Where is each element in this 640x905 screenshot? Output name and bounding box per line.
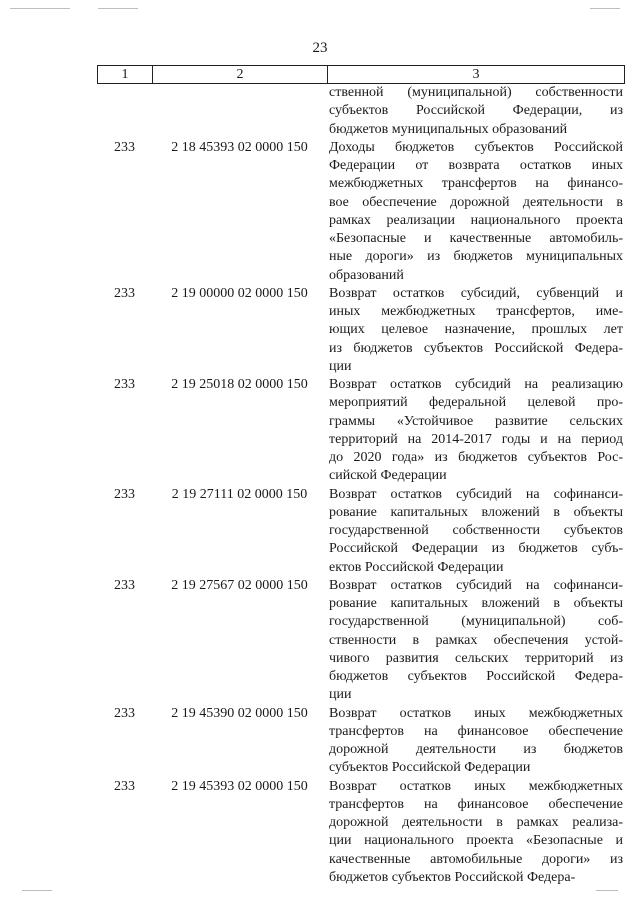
description-line: государственной собственности субъектов [329, 523, 623, 538]
description-cell [327, 705, 625, 778]
description-line: «Безопасные и качественные автомобиль- [329, 231, 623, 246]
admin-code-cell: 233 [114, 486, 135, 502]
description-line: мероприятий федеральной целевой про- [329, 395, 623, 411]
admin-code-cell: 233 [114, 778, 135, 794]
description-cell [327, 376, 625, 486]
table-row [97, 84, 625, 139]
budget-code-cell: 2 18 45393 02 0000 150 [171, 139, 308, 155]
description-line: дорожной деятельности из бюджетов [329, 742, 623, 757]
description-line: бюджетов муниципальных образований [329, 121, 568, 137]
budget-code-cell: 2 19 25018 02 0000 150 [171, 377, 308, 392]
description-line: ции [329, 687, 352, 703]
table-body [97, 84, 625, 887]
admin-code-cell: 233 [114, 377, 135, 392]
description-line: дорожной деятельности в рамках реализа- [329, 815, 623, 830]
scan-mark-bottom-left [22, 890, 52, 891]
admin-code-cell [97, 84, 152, 139]
description-line: Возврат остатков иных межбюджетных [329, 705, 623, 721]
description-line: Федерации от возврата остатков иных [329, 158, 623, 173]
description-line: сийской Федерации [329, 468, 447, 484]
description-line: ющих целевое назначение, прошлых лет [329, 322, 623, 338]
budget-code-cell: 2 19 27567 02 0000 150 [171, 577, 308, 593]
table-row [97, 376, 625, 486]
description-line: ции национального проекта «Безопасные и [329, 833, 623, 849]
budget-code-cell: 2 19 45393 02 0000 150 [171, 778, 308, 794]
description-line: граммы «Устойчивое развитие сельских [329, 413, 623, 429]
header-col-1: 1 [98, 66, 153, 83]
budget-code-cell [152, 84, 327, 139]
budget-code-cell: 2 19 27111 02 0000 150 [171, 486, 308, 502]
description-line: ные дороги» из бюджетов муниципальных [329, 249, 623, 265]
description-line: качественные автомобильные дороги» из [329, 851, 623, 867]
scan-mark-bottom-right [596, 890, 618, 891]
admin-code-cell: 233 [114, 139, 135, 155]
description-cell [327, 84, 625, 139]
description-cell [327, 577, 625, 705]
description-line: субъектов Российской Федерации, из [329, 103, 623, 119]
budget-code-cell: 2 19 45390 02 0000 150 [171, 705, 308, 721]
scan-mark-top-right [590, 8, 620, 9]
description-line: трансфертов на финансовое обеспечение [329, 723, 623, 739]
description-line: Возврат остатков иных межбюджетных [329, 778, 623, 794]
scan-mark-top-center [98, 8, 138, 9]
description-line: бюджетов субъектов Российской Федера- [329, 669, 623, 684]
description-cell [327, 285, 625, 376]
description-line: межбюджетных трансфертов на финансо- [329, 176, 623, 192]
description-line: ственной (муниципальной) собственности [329, 85, 623, 100]
description-line: рование капитальных вложений в объекты [329, 596, 623, 611]
description-line: чивого развития сельских территорий из [329, 650, 623, 666]
description-line: рование капитальных вложений в объекты [329, 504, 623, 520]
admin-code-cell: 233 [114, 705, 135, 721]
description-line: бюджетов субъектов Российской Федера- [329, 869, 576, 885]
table-row [97, 285, 625, 376]
table-row [97, 139, 625, 285]
description-line: из бюджетов субъектов Российской Федера- [329, 340, 623, 356]
description-cell [327, 139, 625, 285]
description-cell [327, 778, 625, 888]
description-line: ектов Российской Федерации [329, 559, 504, 575]
admin-code-cell: 233 [114, 285, 135, 301]
description-line: образований [329, 267, 404, 283]
description-line: Возврат остатков субсидий на софинанси- [329, 577, 623, 593]
description-line: Возврат остатков субсидий на реализацию [329, 377, 623, 392]
description-line: ственности в рамках обеспечения устой- [329, 632, 623, 648]
description-line: субъектов Российской Федерации [329, 760, 531, 776]
description-line: территорий на 2014-2017 годы и на период [329, 431, 623, 447]
table-header-row [97, 65, 625, 84]
description-line: вое обеспечение дорожной деятельности в [329, 194, 623, 210]
admin-code-cell: 233 [114, 577, 135, 593]
header-col-2: 2 [153, 66, 328, 83]
table-row [97, 705, 625, 778]
budget-code-cell: 2 19 00000 02 0000 150 [171, 285, 308, 301]
header-col-3: 3 [472, 67, 480, 82]
page-number: 23 [312, 40, 328, 56]
description-line: Доходы бюджетов субъектов Российской [329, 139, 623, 155]
description-line: трансфертов на финансовое обеспечение [329, 796, 623, 812]
description-line: государственной (муниципальной) соб- [329, 614, 623, 630]
description-line: ции [329, 358, 352, 374]
description-line: Российской Федерации из бюджетов субъ- [329, 541, 623, 557]
description-line: рамках реализации национального проекта [329, 212, 623, 228]
description-cell [327, 486, 625, 577]
scan-mark-top-left [10, 8, 70, 9]
table-row [97, 577, 625, 705]
description-line: иных межбюджетных трансфертов, име- [329, 304, 623, 319]
description-line: Возврат остатков субсидий, субвенций и [329, 285, 623, 301]
description-line: Возврат остатков субсидий на софинанси- [329, 486, 623, 502]
description-line: до 2020 года» из бюджетов субъектов Рос- [329, 450, 623, 465]
table-row [97, 778, 625, 888]
table-row [97, 486, 625, 577]
